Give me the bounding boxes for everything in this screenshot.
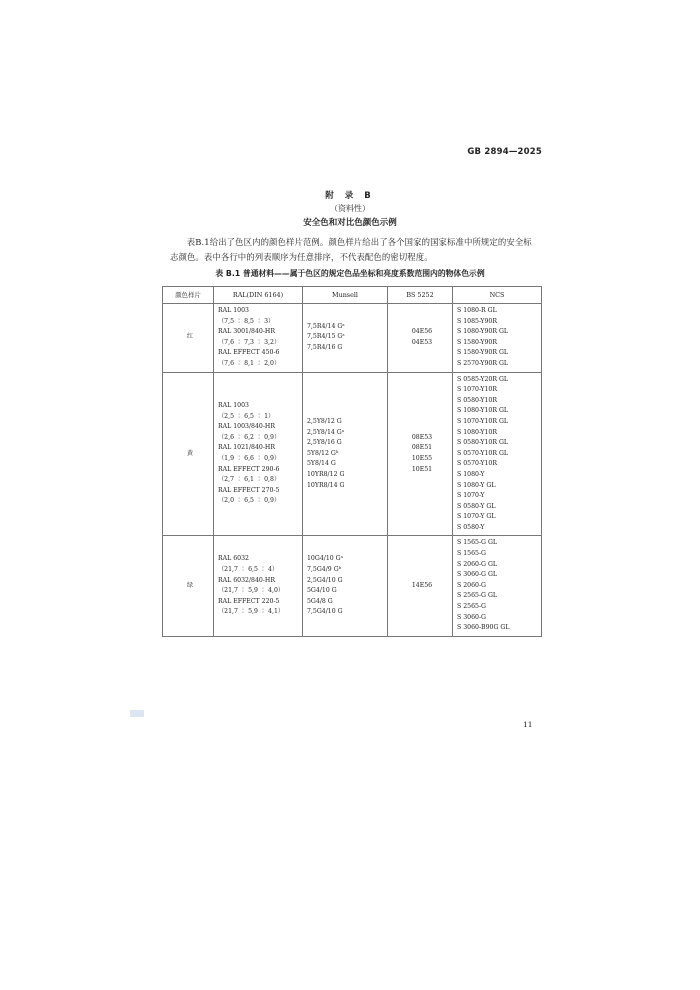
munsell-cell (303, 536, 388, 636)
bs5252-cell-line: 10E51 (411, 465, 433, 473)
munsell-cell-line: 5G4/10 G (307, 587, 337, 595)
table-row (163, 304, 542, 373)
page-number: 11 (523, 720, 533, 729)
bs5252-cell-line: 08E51 (411, 444, 433, 452)
munsell-cell-line: 7,5G4/9 Gᵇ (307, 565, 342, 573)
ral-cell-line: （21,7 ∶ 6,5 ∶ 4） (218, 565, 279, 573)
ncs-cell-line: S 1070-Y GL (457, 513, 496, 521)
bs5252-cell (388, 304, 453, 373)
ncs-cell-line: S 0580-Y10R GL (457, 439, 508, 447)
header-ncs: NCS (453, 287, 542, 304)
ral-cell-line: RAL 6032/840-HR (218, 576, 275, 584)
appendix-nature: （资料性） (330, 204, 370, 213)
ncs-cell-line: S 1565-G (457, 550, 486, 558)
ncs-cell-line: S 1580-Y90R (457, 338, 497, 346)
ncs-cell-line: S 1565-G GL (457, 539, 498, 547)
ncs-cell-line: S 1580-Y90R GL (457, 349, 508, 357)
color-name-cell: 绿 (163, 536, 214, 636)
munsell-cell (303, 304, 388, 373)
ral-cell-line: RAL 3001/840-HR (218, 328, 275, 336)
ral-cell-line: （2,6 ∶ 6,2 ∶ 0,9） (218, 433, 281, 441)
header-bs5252: BS 5252 (388, 287, 453, 304)
munsell-cell-line: 10G4/10 Gᵃ (307, 555, 344, 563)
ral-cell-line: RAL 1003 (218, 307, 249, 314)
ncs-cell-line: S 2060-G GL (457, 560, 498, 568)
bs5252-cell-line: 08E53 (411, 433, 433, 441)
ncs-cell-line: S 1070-Y10R GL (457, 417, 508, 425)
intro-paragraph: 表B.1给出了色区内的颜色样片范例。颜色样片给出了各个国家的国家标准中所规定的安全标志颜色。表中各行中的列表顺序为任意排序，不代表配色的密切程度。 (170, 237, 532, 262)
ral-cell (214, 536, 303, 636)
ncs-cell-line: S 2565-G GL (457, 592, 498, 600)
bs5252-cell-line: 04E53 (411, 338, 433, 346)
watermark-stamp (130, 710, 144, 717)
header-munsell: Munsell (303, 287, 388, 304)
header-color-sample: 颜色样片 (163, 287, 214, 304)
color-sample-table (162, 286, 542, 637)
ral-cell-line: RAL EFFECT 220-5 (218, 597, 280, 605)
color-name-cell: 黄 (163, 372, 214, 536)
ral-cell-line: RAL 1021/840-HR (218, 444, 275, 452)
ral-cell-line: （7,6 ∶ 7,3 ∶ 3,2） (218, 338, 281, 346)
ncs-cell-line: S 1080-Y10R GL (457, 407, 508, 415)
munsell-cell-line: 7,5R4/15 Gᵃ (307, 333, 345, 341)
ncs-cell (453, 372, 542, 536)
ncs-cell-line: S 1080-Y90R GL (457, 328, 508, 336)
ncs-cell (453, 304, 542, 373)
color-name-cell: 红 (163, 304, 214, 373)
bs5252-cell (388, 536, 453, 636)
table-caption: 表 B.1 普通材料——属于色区的规定色品坐标和亮度系数范围内的物体色示例 (215, 269, 485, 278)
munsell-cell-line: 10YR8/12 G (307, 470, 345, 478)
ncs-cell-line: S 2060-G (457, 581, 486, 589)
ncs-cell-line: S 1080-Y (457, 470, 485, 478)
munsell-cell-line: 5Y8/14 G (307, 460, 336, 468)
ral-cell-line: （21,7 ∶ 5,9 ∶ 4,0） (218, 587, 285, 595)
ncs-cell-line: S 1080-R GL (457, 307, 497, 314)
table-row (163, 536, 542, 636)
table-header-row (163, 287, 542, 304)
ncs-cell-line: S 1080-Y GL (457, 481, 496, 489)
ncs-cell-line: S 0580-Y10R (457, 396, 497, 404)
ncs-cell-line: S 0570-Y10R (457, 460, 497, 468)
ral-cell-line: RAL 1003 (218, 402, 249, 410)
munsell-cell-line: 7,5G4/10 G (307, 608, 343, 616)
ncs-cell-line: S 1080-Y10R (457, 428, 497, 436)
ncs-cell-line: S 0580-Y GL (457, 502, 496, 510)
ncs-cell-line: S 0585-Y20R GL (457, 375, 508, 383)
ral-cell-line: （7,6 ∶ 8,1 ∶ 2,0） (218, 359, 281, 367)
ncs-cell-line: S 0570-Y10R GL (457, 449, 508, 457)
bs5252-cell-line: 04E56 (411, 328, 433, 336)
ncs-cell-line: S 3060-G GL (457, 571, 498, 579)
munsell-cell-line: 10YR8/14 G (307, 481, 345, 489)
munsell-cell-line: 5Y8/12 Gᵇ (307, 449, 339, 457)
ncs-cell-line: S 1070-Y10R (457, 386, 497, 394)
ral-cell (214, 304, 303, 373)
ral-cell-line: RAL 1003/840-HR (218, 423, 275, 431)
ncs-cell-line: S 3060-B90G GL (457, 624, 510, 632)
munsell-cell-line: 2,5G4/10 G (307, 576, 343, 584)
ral-cell-line: （21,7 ∶ 5,9 ∶ 4,1） (218, 608, 285, 616)
munsell-cell (303, 372, 388, 536)
ral-cell-line: （7,5 ∶ 8,5 ∶ 3） (218, 317, 275, 325)
ral-cell-line: RAL 6032 (218, 555, 249, 563)
ncs-cell-line: S 2565-G (457, 603, 486, 611)
ral-cell-line: （2,0 ∶ 6,5 ∶ 0,9） (218, 497, 281, 505)
munsell-cell-line: 5G4/8 G (307, 597, 333, 605)
ncs-cell (453, 536, 542, 636)
ral-cell (214, 372, 303, 536)
ncs-cell-line: S 1070-Y (457, 492, 485, 500)
ral-cell-line: RAL EFFECT 270-5 (218, 486, 280, 494)
header-ral: RAL(DIN 6164) (214, 287, 303, 304)
standard-number: GB 2894—2025 (467, 147, 542, 157)
ncs-cell-line: S 3060-G (457, 613, 486, 621)
munsell-cell-line: 2,5Y8/16 G (307, 439, 342, 447)
table-row (163, 372, 542, 536)
bs5252-cell-line: 10E55 (411, 455, 433, 463)
ral-cell-line: RAL EFFECT 290-6 (218, 465, 280, 473)
ral-cell-line: （1,9 ∶ 6,6 ∶ 0,9） (218, 455, 281, 463)
ncs-cell-line: S 1085-Y90R (457, 317, 497, 325)
munsell-cell-line: 2,5Y8/14 Gᵃ (307, 428, 345, 436)
ral-cell-line: （2,7 ∶ 6,1 ∶ 0,8） (218, 476, 281, 484)
bs5252-cell-line: 14E56 (411, 581, 433, 589)
munsell-cell-line: 7,5R4/16 G (307, 344, 343, 352)
appendix-subtitle: 安全色和对比色颜色示例 (303, 218, 397, 228)
ncs-cell-line: S 0580-Y (457, 523, 485, 531)
ral-cell-line: （2,5 ∶ 6,5 ∶ 1） (218, 412, 275, 420)
munsell-cell-line: 7,5R4/14 Gᵃ (307, 322, 345, 330)
munsell-cell-line: 2,5Y8/12 G (307, 417, 342, 425)
ral-cell-line: RAL EFFECT 450-6 (218, 349, 280, 357)
ncs-cell-line: S 2570-Y90R GL (457, 359, 508, 367)
appendix-title: 附 录 B (325, 191, 375, 201)
bs5252-cell (388, 372, 453, 536)
